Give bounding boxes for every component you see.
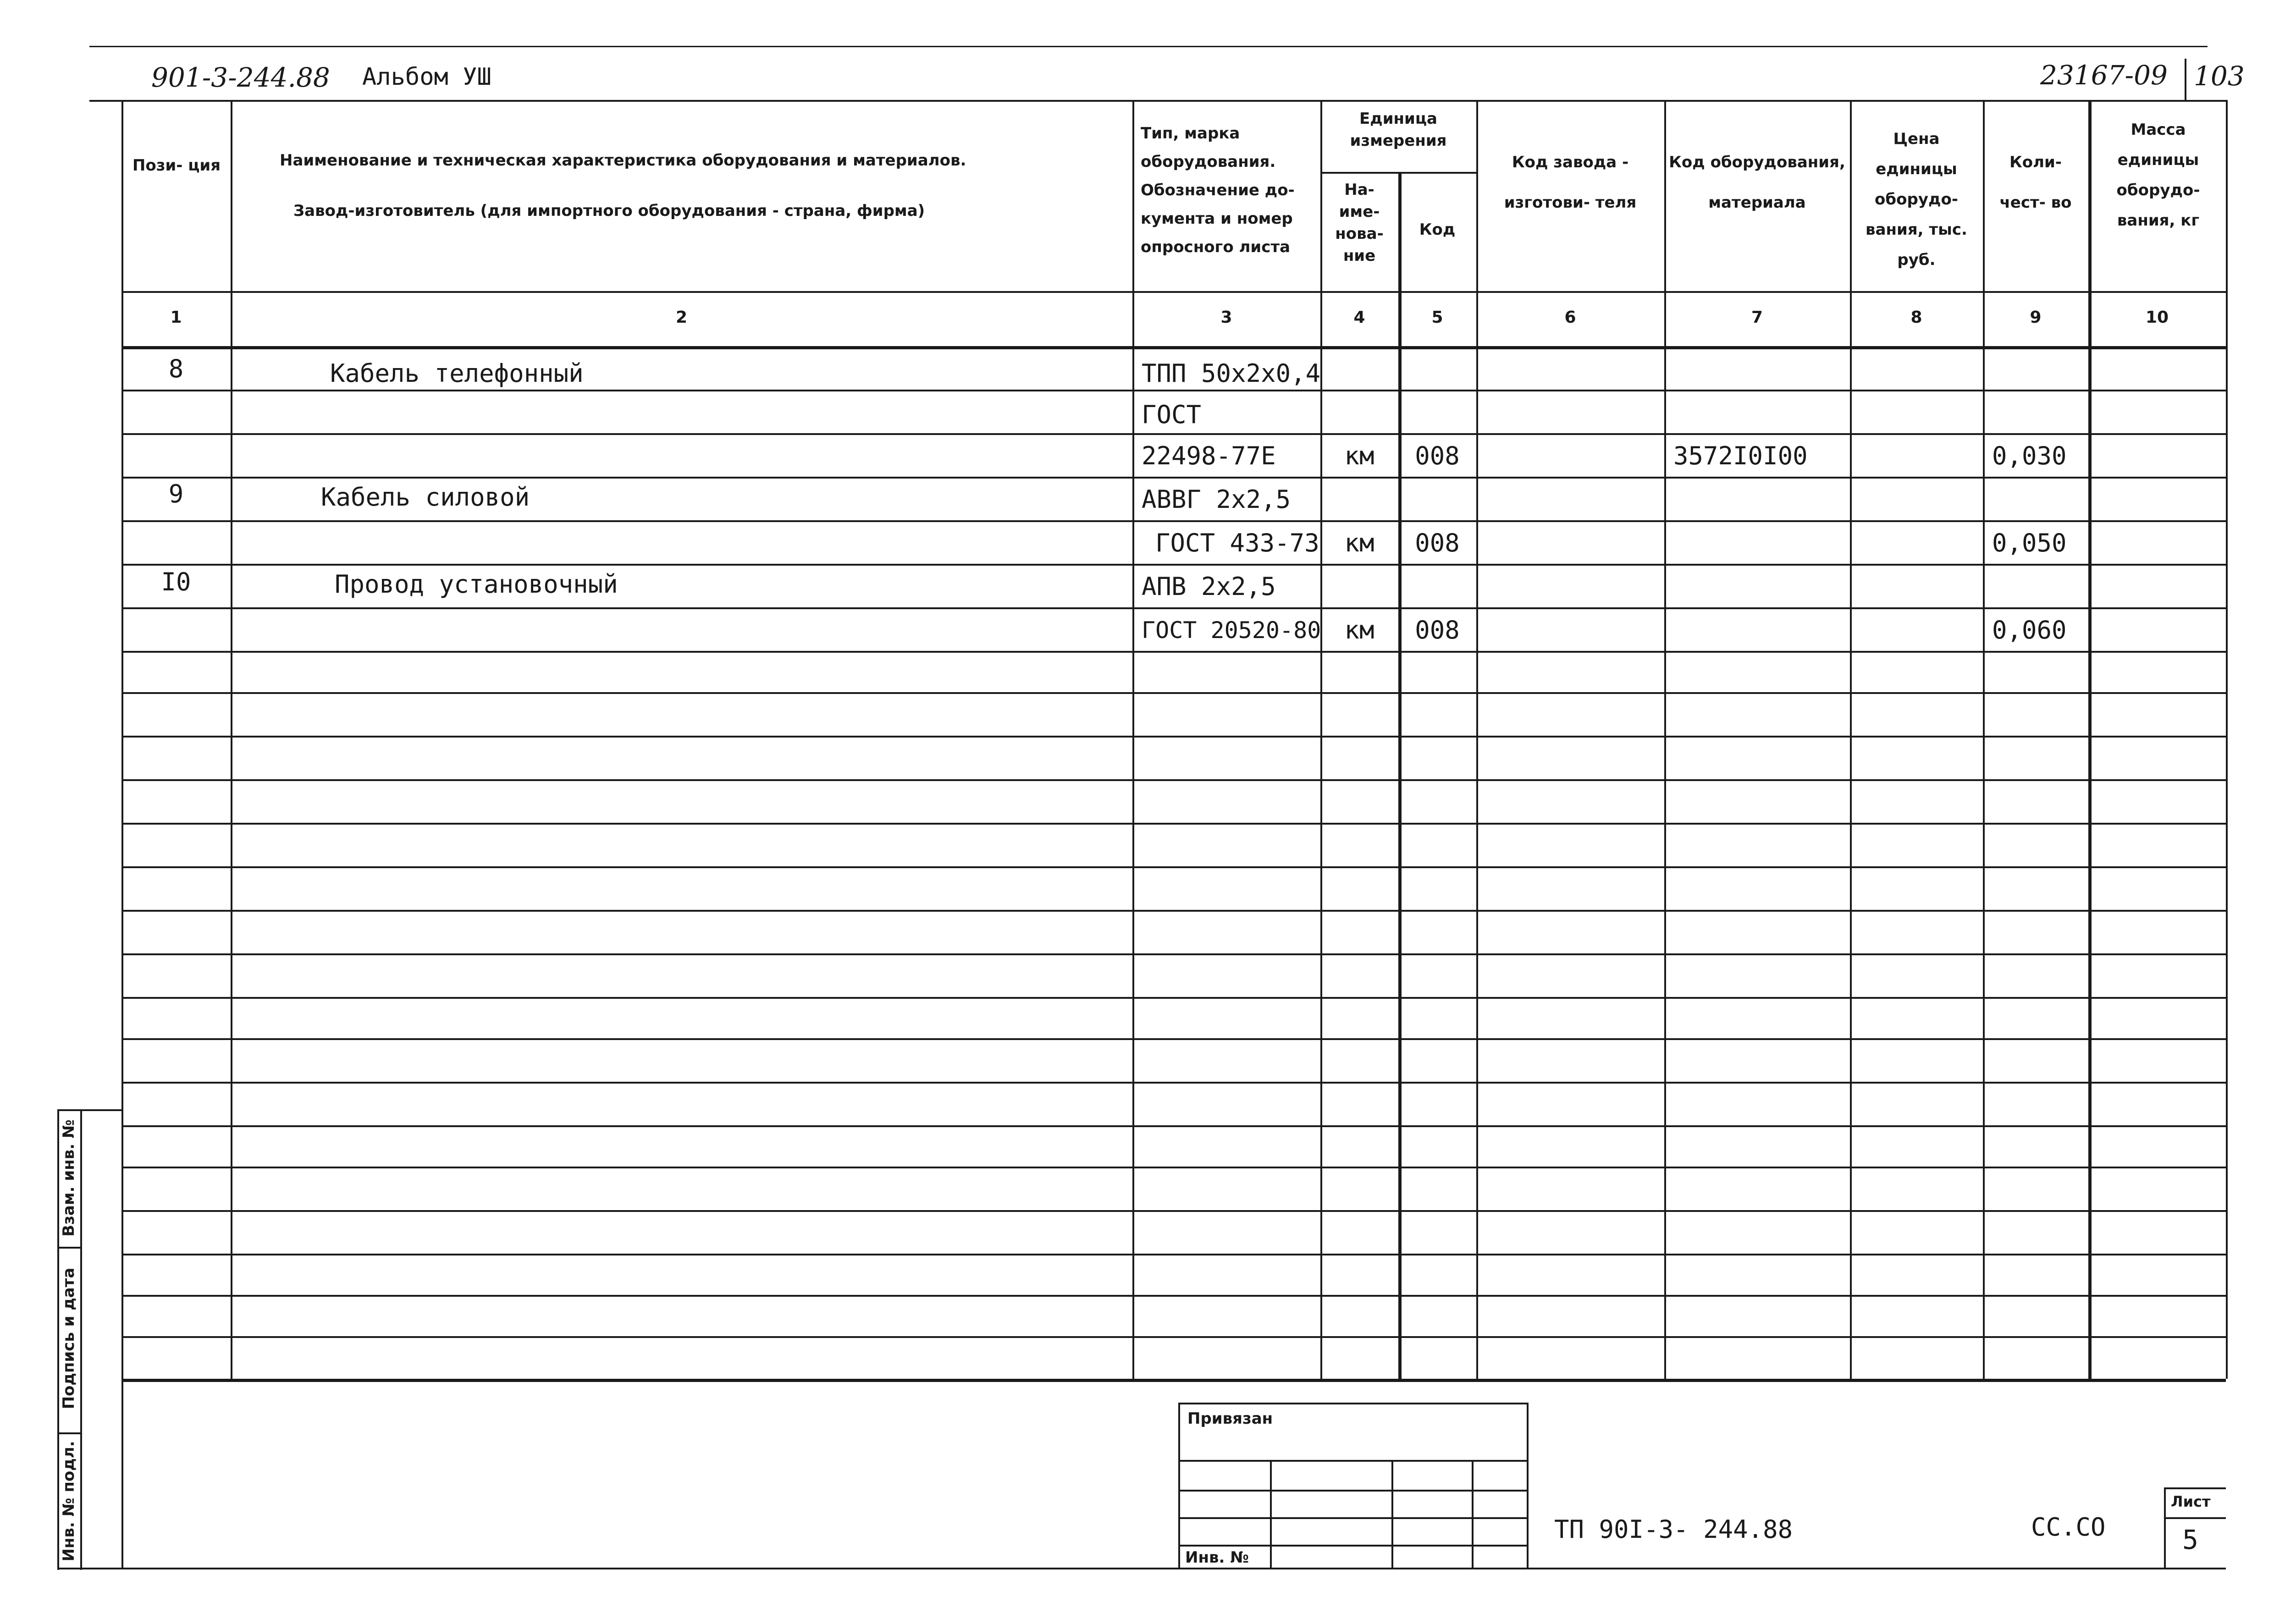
- table-row-type: 22498-77Е: [1142, 441, 1276, 470]
- col-number-7: 7: [1751, 308, 1763, 327]
- col-header-mass: Масса единицы оборудо- вания, кг: [2116, 121, 2200, 230]
- table-row-quantity: 0,060: [1992, 616, 2067, 644]
- col-number-1: 1: [170, 308, 182, 327]
- col-header-type: Тип, марка оборудования. Обозначение до- кумента и номер опросного листа: [1141, 124, 1295, 256]
- col-number-10: 10: [2145, 308, 2169, 327]
- col-header-unit-name: На- име- нова- ние: [1335, 181, 1384, 265]
- table-row-name: Кабель телефонный: [330, 359, 584, 388]
- col-number-5: 5: [1431, 308, 1443, 327]
- table-row-type: ГОСТ 433-73: [1155, 528, 1319, 557]
- album-label: Альбом УШ: [362, 63, 491, 91]
- table-row-type: АВВГ 2х2,5: [1142, 485, 1291, 514]
- section-code: СС.СО: [2031, 1513, 2106, 1541]
- table-row-type: АПВ 2х2,5: [1142, 572, 1276, 601]
- col-header-factory-code: Код завода - изготови- теля: [1504, 153, 1637, 212]
- table-row-quantity: 0,030: [1992, 441, 2067, 470]
- side-label-inv-podl: Инв. № подл.: [60, 1441, 78, 1562]
- top-border: [89, 100, 2226, 102]
- col-header-name-line1: Наименование и техническая характеристика оборудования и материалов.: [280, 151, 966, 170]
- privyazan-label: Привязан: [1187, 1409, 1273, 1428]
- table-row-unit-code: 008: [1415, 528, 1460, 557]
- table-row-type: ТПП 50х2х0,4: [1142, 359, 1321, 388]
- col-number-6: 6: [1564, 308, 1576, 327]
- col-number-2: 2: [675, 308, 688, 327]
- col-number-9: 9: [2030, 308, 2042, 327]
- document-designation: ТП 90I-3- 244.88: [1554, 1515, 1793, 1544]
- table-row-position: 8: [168, 354, 184, 383]
- col-number-4: 4: [1353, 308, 1365, 327]
- side-label-vzam-inv: Взам. инв. №: [60, 1119, 78, 1237]
- table-row-type: ГОСТ 20520-80: [1142, 617, 1321, 644]
- col-header-quantity: Коли- чест- во: [1999, 153, 2072, 212]
- table-row-position: I0: [161, 567, 191, 596]
- table-row-unit: км: [1344, 441, 1374, 470]
- col-header-equipment-code: Код оборудования, материала: [1669, 153, 1845, 212]
- col-header-position: Пози- ция: [132, 156, 221, 175]
- col-number-8: 8: [1910, 308, 1922, 327]
- doc-code: 901-3-244.88: [151, 62, 330, 93]
- reference-number: 23167-09: [2040, 60, 2168, 91]
- sheet-label: Лист: [2171, 1493, 2211, 1510]
- table-row-type: ГОСТ: [1142, 400, 1202, 429]
- page-number: 103: [2194, 61, 2245, 92]
- side-label-podpis: Подпись и дата: [60, 1267, 78, 1409]
- table-row-name: Кабель силовой: [321, 483, 530, 512]
- table-row-unit: км: [1344, 528, 1374, 557]
- col-header-price: Цена единицы оборудо- вания, тыс. руб.: [1866, 130, 1967, 269]
- col-header-name-line2: Завод-изготовитель (для импортного оборудования - страна, фирма): [293, 202, 925, 220]
- sheet-number: 5: [2182, 1524, 2198, 1555]
- bottom-border: [57, 1568, 2226, 1569]
- inv-number-label: Инв. №: [1185, 1548, 1249, 1567]
- col-header-unit-code: Код: [1419, 220, 1456, 239]
- table-row-equipment-code: 3572I0I00: [1673, 441, 1808, 470]
- table-row-position: 9: [168, 479, 184, 508]
- col-header-unit-group: Единица измерения: [1350, 110, 1447, 150]
- table-row-quantity: 0,050: [1992, 528, 2067, 557]
- table-row-unit: км: [1344, 616, 1374, 644]
- table-row-unit-code: 008: [1415, 616, 1460, 644]
- table-row-name: Провод установочный: [335, 570, 618, 599]
- col-number-3: 3: [1220, 308, 1232, 327]
- table-row-unit-code: 008: [1415, 441, 1460, 470]
